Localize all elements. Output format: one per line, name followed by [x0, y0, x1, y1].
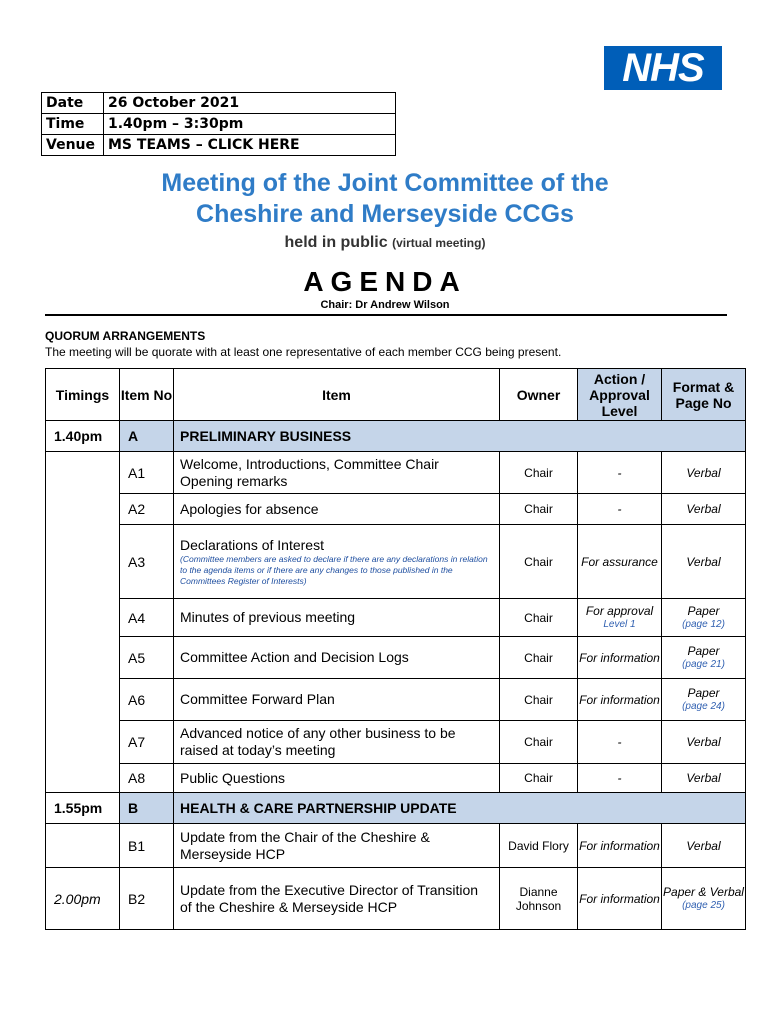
table-row [46, 599, 746, 637]
header-owner: Owner [500, 369, 578, 421]
nhs-logo: NHS [604, 46, 722, 90]
item-title: Apologies for absence [174, 494, 500, 525]
item-owner: Chair [500, 764, 578, 793]
format-text: Paper & Verbal [663, 884, 744, 899]
item-action: For information [578, 868, 662, 930]
table-row [46, 764, 746, 793]
item-format: Verbal [662, 721, 746, 764]
agenda-table [45, 368, 746, 930]
item-format: Verbal [662, 525, 746, 599]
quorum-heading: QUORUM ARRANGEMENTS [45, 329, 206, 343]
table-row [46, 525, 746, 599]
agenda-heading: AGENDA [303, 266, 467, 297]
date-label: Date [42, 93, 104, 114]
item-no: A4 [120, 599, 174, 637]
section-row [46, 793, 746, 824]
item-title [174, 525, 500, 599]
format-text: Paper [687, 603, 720, 618]
item-owner: Chair [500, 494, 578, 525]
item-no: A7 [120, 721, 174, 764]
section-time: 1.55pm [46, 793, 120, 824]
item-title: Minutes of previous meeting [174, 599, 500, 637]
item-no: B2 [120, 868, 174, 930]
header-timings: Timings [46, 369, 120, 421]
item-title: Committee Action and Decision Logs [174, 637, 500, 679]
format-text: Paper [687, 643, 720, 658]
item-format: Verbal [662, 452, 746, 494]
page-ref-link[interactable]: (page 25) [682, 899, 725, 911]
item-owner: Chair [500, 637, 578, 679]
subtitle [0, 234, 770, 252]
item-format [662, 679, 746, 721]
item-title: Update from the Executive Director of Transition of the Cheshire & Merseyside HCP [174, 868, 500, 930]
item-format [662, 868, 746, 930]
page-ref-link[interactable]: (page 12) [682, 618, 725, 630]
item-title: Update from the Chair of the Cheshire & Merseyside HCP [174, 824, 500, 868]
item-format: Verbal [662, 494, 746, 525]
item-action: - [578, 494, 662, 525]
table-row [46, 824, 746, 868]
item-format [662, 599, 746, 637]
timing-cell: 2.00pm [46, 868, 120, 930]
chair-name: Chair: Dr Andrew Wilson [320, 299, 450, 311]
table-row [46, 721, 746, 764]
title-line-2: Cheshire and Merseyside CCGs [196, 200, 574, 228]
venue-link[interactable]: MS TEAMS – CLICK HERE [104, 135, 396, 156]
section-time: 1.40pm [46, 421, 120, 452]
meeting-details [41, 92, 396, 156]
header-action: Action / Approval Level [578, 369, 662, 421]
item-note: (Committee members are asked to declare if there are any declarations in relation to the agenda items or if there are any changes to those published in the Committees Register of Interests) [180, 553, 488, 586]
section-no: B [120, 793, 174, 824]
item-title: Advanced notice of any other business to be raised at today’s meeting [174, 721, 500, 764]
item-no: A2 [120, 494, 174, 525]
header-format: Format & Page No [662, 369, 746, 421]
table-row [46, 637, 746, 679]
quorum-text: The meeting will be quorate with at least one representative of each member CCG being present. [45, 345, 562, 359]
item-action: For assurance [578, 525, 662, 599]
item-owner: Chair [500, 721, 578, 764]
item-owner: Chair [500, 599, 578, 637]
header-item: Item [174, 369, 500, 421]
item-owner: Chair [500, 525, 578, 599]
table-row [46, 452, 746, 494]
item-title: Public Questions [174, 764, 500, 793]
item-title: Committee Forward Plan [174, 679, 500, 721]
item-no: A8 [120, 764, 174, 793]
item-no: A5 [120, 637, 174, 679]
item-action: For information [578, 637, 662, 679]
time-value: 1.40pm – 3:30pm [104, 114, 396, 135]
section-no: A [120, 421, 174, 452]
section-title: PRELIMINARY BUSINESS [174, 421, 746, 452]
item-title-text: Declarations of Interest [180, 536, 324, 553]
item-action: For information [578, 679, 662, 721]
header-item-no: Item No [120, 369, 174, 421]
page-ref-link[interactable]: (page 21) [682, 658, 725, 670]
action-text: For approval [585, 603, 654, 618]
item-no: B1 [120, 824, 174, 868]
table-row [46, 868, 746, 930]
timing-cell [46, 824, 120, 868]
title-line-1: Meeting of the Joint Committee of the [161, 169, 609, 197]
header-row [46, 369, 746, 421]
section-row [46, 421, 746, 452]
item-action: - [578, 452, 662, 494]
page-title [0, 168, 770, 230]
item-format: Verbal [662, 764, 746, 793]
date-value: 26 October 2021 [104, 93, 396, 114]
timing-cell [46, 452, 120, 793]
time-label: Time [42, 114, 104, 135]
item-no: A6 [120, 679, 174, 721]
item-format [662, 637, 746, 679]
item-action: For information [578, 824, 662, 868]
action-ref: Level 1 [603, 618, 636, 630]
item-owner: Chair [500, 679, 578, 721]
format-text: Paper [687, 685, 720, 700]
venue-label: Venue [42, 135, 104, 156]
subtitle-text: held in public [284, 234, 388, 251]
item-format: Verbal [662, 824, 746, 868]
item-action: - [578, 721, 662, 764]
item-action: - [578, 764, 662, 793]
item-title: Welcome, Introductions, Committee Chair Opening remarks [174, 452, 500, 494]
item-owner: David Flory [500, 824, 578, 868]
table-row [46, 494, 746, 525]
item-owner: Dianne Johnson [500, 868, 578, 930]
divider [45, 314, 727, 316]
item-no: A1 [120, 452, 174, 494]
item-no: A3 [120, 525, 174, 599]
item-owner: Chair [500, 452, 578, 494]
item-action [578, 599, 662, 637]
page-ref-link[interactable]: (page 24) [682, 700, 725, 712]
section-title: HEALTH & CARE PARTNERSHIP UPDATE [174, 793, 746, 824]
subtitle-note: (virtual meeting) [392, 236, 486, 250]
table-row [46, 679, 746, 721]
